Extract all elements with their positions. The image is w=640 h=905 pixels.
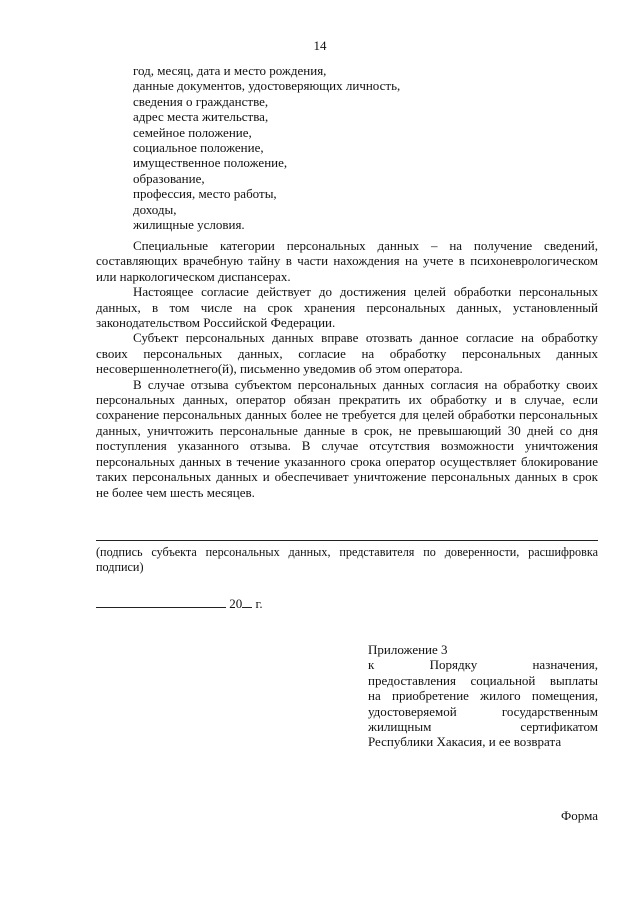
date-line xyxy=(96,596,263,612)
form-label: Форма xyxy=(561,808,598,823)
list-item: имущественное положение, xyxy=(133,155,288,171)
list-item: год, месяц, дата и место рождения, xyxy=(133,63,327,78)
year-suffix: г. xyxy=(255,596,263,611)
page-number: 14 xyxy=(313,38,327,53)
appendix-line: Республики Хакасия, и ее возврата xyxy=(368,734,562,750)
paragraph-validity: Настоящее согласие действует до достижения целей обработки персональных данных, в том числе на срок хранения персональных данных, установленный законодательством Российской Федерации. xyxy=(96,284,598,331)
list-item: сведения о гражданстве, xyxy=(133,93,269,109)
year-blank xyxy=(242,597,252,608)
appendix-line: жилищным сертификатом xyxy=(368,719,598,735)
list-item: адрес места жительства, xyxy=(133,109,269,125)
appendix-line: на приобретение жилого помещения, xyxy=(368,688,598,704)
list-item: жилищные условия. xyxy=(133,217,245,233)
consent-paragraphs xyxy=(96,238,598,500)
list-item: данные документов, удостоверяющих личность, xyxy=(133,78,401,94)
appendix-line: удостоверяемой государственным xyxy=(368,703,598,719)
appendix-title: Приложение 3 xyxy=(368,642,448,657)
appendix-line: предоставления социальной выплаты xyxy=(368,672,598,688)
paragraph-withdrawal-procedure: В случае отзыва субъектом персональных данных согласия на обработку своих персональных данных, оператор обязан прекратить их обработку и в случае, если сохранение персональных данных более не требуется для целей обработки персональных данных, уничтожить персональные данные в срок, не превышающий 30 дней со дня поступления указанного отзыва. В случае отсутствия возможности уничтожения персональных данных в течение указанного срока оператор осуществляет блокирование таких персональных данных и обеспечивает уничтожение персональных данных в срок не более чем шесть месяцев. xyxy=(96,376,598,500)
year-prefix: 20 xyxy=(229,596,243,611)
appendix-block xyxy=(368,642,598,750)
paragraph-withdrawal-right: Субъект персональных данных вправе отозвать данное согласие на обработку своих персональных данных, согласие на обработку персональных данных несовершеннолетнего(й), письменно уведомив об этом оператора. xyxy=(96,330,598,377)
list-item: социальное положение, xyxy=(133,140,264,156)
personal-data-list xyxy=(96,63,598,232)
paragraph-special-categories: Специальные категории персональных данных – на получение сведений, составляющих врачебную тайну в части нахождения на учете в психоневрологическом или наркологическом диспансерах. xyxy=(96,238,598,284)
signature-caption: (подпись субъекта персональных данных, представителя по доверенности, расшифровка подписи) xyxy=(96,545,598,574)
list-item: семейное положение, xyxy=(133,124,252,140)
appendix-line: к Порядку назначения, xyxy=(368,657,598,673)
list-item: доходы, xyxy=(133,201,177,217)
list-item: профессия, место работы, xyxy=(133,186,277,202)
date-blank xyxy=(96,597,226,608)
list-item: образование, xyxy=(133,170,205,186)
signature-line xyxy=(96,540,598,541)
